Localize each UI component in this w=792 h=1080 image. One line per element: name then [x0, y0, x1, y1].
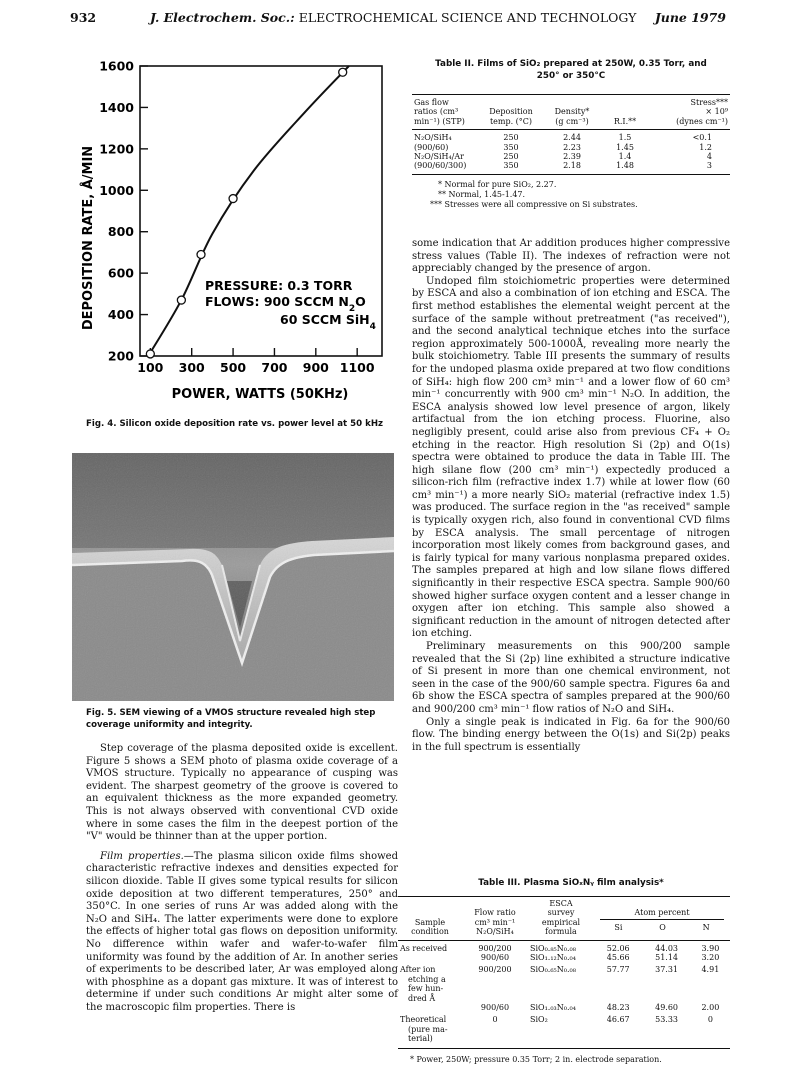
data-point	[146, 350, 154, 358]
table-2-col-ri: R.I.**	[613, 116, 637, 126]
x-tick-label: 300	[178, 360, 205, 375]
table-3-cell: 0	[492, 1015, 498, 1025]
table-3-cell: SiO₀.₆₅N₀.₀₈	[530, 965, 576, 975]
table-3	[398, 896, 730, 1065]
table-3-col-atom-percent: Atom percent Si O N	[594, 899, 730, 937]
table-2-row	[412, 161, 730, 170]
right-paragraph: Preliminary measurements on this 900/200 sample revealed that the Si (2p) line exhibited a structure indicative of Si present in more than one chemical environment, not seen in the case of the 900/60 sample spectra. Figures 6a and 6b show the ESCA spectra of samples prepared at the 900/60 and 900/200 cm³ min⁻¹ flow ratios of N₂O and SiH₄.	[412, 641, 730, 715]
table-2-cell: <0.1	[692, 133, 712, 143]
table-2-cell: (900/60/300)	[414, 161, 467, 171]
table-3-title: Table III. Plasma SiOₓNᵧ film analysis*	[478, 878, 664, 888]
table-3-top-rule	[398, 896, 730, 897]
data-point	[197, 251, 205, 259]
table-3-cell: 49.60	[655, 1003, 679, 1013]
issue-date: June 1979	[654, 10, 726, 25]
table-3-cell-condition	[398, 1003, 462, 1012]
table-2-cell: (900/60)	[414, 142, 449, 152]
table-3-cell-condition	[398, 953, 462, 962]
table-2-cell: 2.44	[563, 133, 581, 143]
table-2-row	[412, 143, 730, 152]
table-3-col-flow: Flow ratio cm³ min⁻¹ N₂O/SiH₄	[474, 908, 516, 937]
y-tick-label: 1200	[99, 141, 134, 157]
journal-name: J. Electrochem. Soc.: ELECTROCHEMICAL SCIENCE AND TECHNOLOGY	[150, 10, 637, 25]
table-3-cell: 900/60	[480, 1003, 510, 1013]
paragraph-step-coverage: Step coverage of the plasma deposited oxide is excellent. Figure 5 shows a SEM photo of plasma oxide coverage of a VMOS structure. Typically no appearance of cusping was evident. The sharpest geometry of the groove is covered to an equivalent thickness as the more expanded geometry. This is not always observed with conventional CVD oxide where in some cases the film in the deepest portion of the "V" would be thinner than at the upper portion.	[86, 743, 398, 843]
table-3-row	[398, 953, 730, 962]
table-3-cell: 53.33	[655, 1015, 679, 1025]
table-2-cell: 2.18	[563, 161, 581, 171]
table-2-footnote-2: ** Normal, 1.45-1.47.	[438, 189, 526, 199]
table-3-col-si: Si	[614, 923, 623, 933]
x-tick-label: 100	[137, 360, 164, 375]
table-3-row	[398, 1012, 730, 1043]
table-3-cell: 48.23	[606, 1003, 630, 1013]
chart-annotation-pressure: PRESSURE: 0.3 TORR	[205, 278, 353, 293]
table-3-cell: 3.20	[701, 953, 720, 963]
right-paragraph: Only a single peak is indicated in Fig. 6a for the 900/60 flow. The binding energy between the O(1s) and Si(2p) peaks in the full spectrum is essentially	[412, 716, 730, 753]
y-tick-label: 1000	[99, 182, 134, 198]
table-3-cell-condition: As received	[400, 943, 448, 953]
table-3-cell: 57.77	[606, 965, 630, 975]
table-3-col-o: O	[659, 923, 666, 933]
table-2-cell: N₂O/SiH₄/Ar	[414, 152, 464, 162]
x-tick-label: 1100	[339, 360, 375, 375]
table-2-cell: 1.5	[618, 133, 632, 143]
table-2-cell: 1.48	[616, 161, 634, 171]
table-3-cell: 900/200	[478, 965, 512, 975]
right-column-text	[412, 238, 730, 754]
table-3-col-sample: Sample condition	[411, 917, 449, 937]
table-2-footnotes	[412, 180, 730, 210]
table-3-bottom-rule	[398, 1048, 730, 1049]
table-2-cell: 1.45	[616, 142, 634, 152]
x-tick-label: 900	[302, 360, 329, 375]
data-point	[339, 68, 347, 76]
table-3-header-row	[398, 899, 730, 937]
table-3-col-n: N	[702, 923, 710, 933]
chart-x-axis-label: POWER, WATTS (50KHz)	[171, 387, 349, 402]
table-2-cell: 1.2	[699, 142, 712, 152]
y-tick-label: 800	[107, 224, 134, 240]
figure-4-caption: Fig. 4. Silicon oxide deposition rate vs. power level at 50 kHz	[86, 419, 384, 429]
table-3-row	[398, 944, 730, 953]
table-3-cell-condition: Theoretical (pure ma- terial)	[400, 1015, 448, 1044]
table-3-cell: 2.00	[701, 1003, 720, 1013]
table-2-col-density: Density* (g cm⁻³)	[554, 107, 590, 126]
right-paragraph: some indication that Ar addition produces higher compressive stress values (Table II). The indexes of refraction were not appreciably changed by the presence of argon.	[412, 238, 730, 275]
table-2-cell: 4	[706, 152, 712, 162]
table-3-row	[398, 1003, 730, 1012]
x-tick-label: 500	[220, 360, 247, 375]
figure-5-caption: Fig. 5. SEM viewing of a VMOS structure revealed high step coverage uniformity and integrity.	[86, 708, 376, 730]
table-2-footnote-3: *** Stresses were all compressive on Si substrates.	[430, 199, 638, 209]
table-2-cell: 350	[503, 161, 519, 171]
right-paragraph: Undoped film stoichiometric properties were determined by ESCA and also a combination of ion etching and ESCA. The first method establishes the elemental weight percent at the surface of the sample without pretreatment ("as received"), and the second analytical technique etches into the surface region approximately 500-1000Å, revealing more nearly the bulk stoichiometry. Table III presents the summary of results for the undoped plasma oxide prepared at two flow conditions of SiH₄: high flow 200 cm³ min⁻¹ and a lower flow of 60 cm³ min⁻¹ concurrently with 900 cm³ min⁻¹ N₂O. In addition, the ESCA analysis showed low level presence of argon, likely artifactual from the ion etching process. Fluorine, also negligibly present, could arise also from previous CF₄ + O₂ etching in the reactor. High resolution Si (2p) and O(1s) spectra were obtained to produce the data in Table III. The high silane flow (200 cm³ min⁻¹) expectedly produced a silicon-rich film (refractive index 1.7) while at lower flow (60 cm³ min⁻¹) a more nearly SiO₂ material (refractive index 1.5) was produced. The surface region in the "as received" sample is typically oxygen rich, also found in conventional CVD films by ESCA analysis. The small percentage of nitrogen incorporation most likely comes from background gases, and is fairly typical for many various nonplasma prepared oxides. The samples prepared at high and low silane flows differed significantly in their respective ESCA spectra. Sample 900/60 showed higher surface oxygen content and a lesser change in oxygen after ion etching. This sample also showed a significant reduction in the amount of nitrogen detected after ion etching.	[412, 275, 730, 640]
table-2-cell: 1.4	[618, 152, 632, 162]
y-tick-label: 600	[107, 265, 134, 281]
y-tick-label: 400	[107, 307, 134, 323]
x-tick-label: 700	[261, 360, 288, 375]
table-2-top-rule	[412, 94, 730, 95]
left-column-text	[86, 743, 398, 1014]
chart-annotation-silane-flow: 60 SCCM SiH$_4$	[280, 312, 376, 332]
chart-annotation-flows: FLOWS: 900 SCCM $N_2O$	[205, 294, 366, 314]
paragraph-film-properties: Film properties.—The plasma silicon oxide films showed characteristic refractive indexes and densities expected for silicon dioxide. Table II gives some typical results for silicon oxide deposition at two different temperatures, 250° and 350°C. In one series of runs Ar was added along with the N₂O and SiH₄. The latter experiments were done to explore the effects of higher total gas flows on deposition uniformity. No difference within wafer and wafer-to-wafer film uniformity was found by the addition of Ar. In another series of experiments to be described later, Ar was employed along with phosphine as a dopant gas mixture. It was of interest to determine if under such conditions Ar might alter some of the macroscopic film properties. There is	[86, 850, 398, 1013]
table-2-header-rule	[412, 129, 730, 130]
page-number: 932	[70, 10, 97, 25]
table-3-header-rule	[398, 940, 730, 941]
table-2-cell: 250	[503, 133, 519, 143]
table-2-cell: 3	[706, 161, 712, 171]
table-3-cell: 0	[707, 1015, 713, 1025]
table-2-title: Table II. Films of SiO₂ prepared at 250W, 0.35 Torr, and 250° or 350°C	[435, 59, 707, 81]
data-point	[177, 296, 185, 304]
figure-5-sem-photo	[72, 453, 394, 701]
table-3-cell: SiO₀.₈₅N₀.₀₈	[530, 943, 576, 953]
table-2-footnote-1: * Normal for pure SiO₂, 2.27.	[438, 179, 557, 189]
table-3-cell: 44.03	[655, 943, 679, 953]
y-tick-label: 1400	[99, 99, 134, 115]
chart-y-axis-label: DEPOSITION RATE, Å/MIN	[81, 145, 96, 331]
table-3-cell: SiO₁.₀₃N₀.₀₄	[530, 1003, 576, 1013]
table-3-cell: 3.90	[701, 943, 720, 953]
table-2-cell: 350	[503, 142, 519, 152]
table-2-cell: N₂O/SiH₄	[414, 133, 452, 143]
running-head	[70, 10, 726, 30]
table-2-header-row	[412, 98, 730, 126]
table-3-cell: 900/200	[478, 943, 512, 953]
table-2-cell: 250	[503, 152, 519, 162]
figure-4-chart	[70, 50, 395, 410]
table-2-row	[412, 152, 730, 161]
table-2-cell: 2.39	[563, 152, 581, 162]
table-3-cell: 37.31	[655, 965, 679, 975]
y-tick-label: 1600	[99, 58, 134, 74]
table-2-bottom-rule	[412, 174, 730, 175]
table-3-cell-condition: After ion etching a few hun- dred Å	[400, 965, 446, 1003]
table-3-col-formula: ESCA survey empirical formula	[541, 899, 581, 937]
table-2-col-temp: Deposition temp. (°C)	[489, 107, 533, 126]
y-tick-label: 200	[107, 348, 134, 364]
table-3-body	[398, 944, 730, 1044]
table-3-cell: 52.06	[606, 943, 630, 953]
film-properties-heading: Film properties.	[100, 850, 184, 862]
table-3-cell: 4.91	[701, 965, 720, 975]
table-3-footnote: * Power, 250W; pressure 0.35 Torr; 2 in. electrode separation.	[410, 1054, 662, 1064]
table-2-body	[412, 133, 730, 171]
table-2-col-gas: Gas flow ratios (cm³ min⁻¹) (STP)	[414, 98, 465, 126]
table-3-cell: SiO₁.₁₂N₀.₀₄	[530, 953, 576, 963]
table-3-cell: 51.14	[655, 953, 679, 963]
table-3-cell: 45.66	[606, 953, 630, 963]
table-2-row	[412, 133, 730, 142]
table-2-grid	[412, 98, 730, 126]
table-3-cell: 46.67	[606, 1015, 630, 1025]
data-point	[229, 195, 237, 203]
table-3-grid	[398, 899, 730, 937]
table-2-cell: 2.23	[563, 142, 581, 152]
table-3-cell: 900/60	[480, 953, 510, 963]
table-2-col-stress: Stress*** × 10⁹ (dynes cm⁻¹)	[676, 98, 728, 126]
table-3-row	[398, 962, 730, 1003]
table-3-cell: SiO₂	[530, 1015, 548, 1025]
table-2	[412, 94, 730, 210]
